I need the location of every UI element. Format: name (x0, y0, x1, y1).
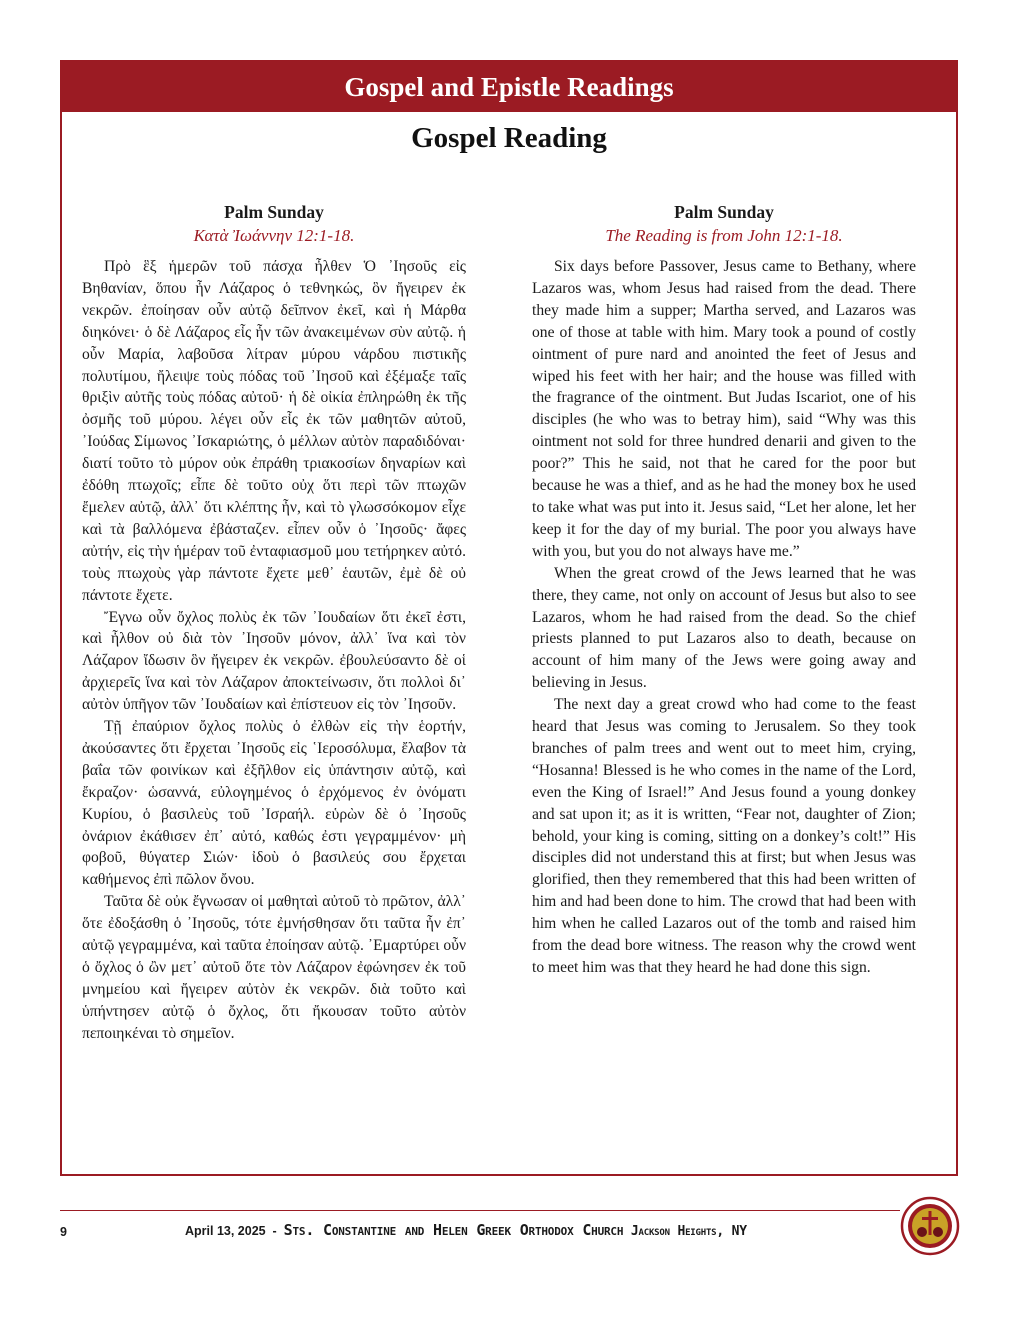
greek-column (82, 200, 466, 1045)
footer-date: April 13, 2025 (185, 1224, 266, 1238)
page-number: 9 (60, 1225, 67, 1239)
church-seal-icon (900, 1196, 960, 1256)
greek-paragraph: Πρὸ ἓξ ἡμερῶν τοῦ πάσχα ἦλθεν Ὁ ᾿Ιησοῦς εἰς Βηθανίαν, ὅπου ἦν Λάζαρος ὁ τεθνηκώς, ὃν ἤγειρεν ἐκ νεκρῶν. ἐποίησαν οὖν αὐτῷ δεῖπνον ἐκεῖ, καὶ ἡ Μάρθα διηκόνει· ὁ δὲ Λάζαρος εἷς ἦν τῶν ἀνακειμένων σὺν αὐτῷ. ἡ οὖν Μαρία, λαβοῦσα λίτραν μύρου νάρδου πιστικῆς πολυτίμου, ἤλειψε τοὺς πόδας τοῦ ᾿Ιησοῦ καὶ ἐξέμαξε ταῖς θριξὶν αὐτῆς τοὺς πόδας αὐτοῦ· ἡ δὲ οἰκία ἐπληρώθη ἐκ τῆς ὀσμῆς τοῦ μύρου. λέγει οὖν εἷς ἐκ τῶν μαθητῶν αὐτοῦ, ᾿Ιούδας Σίμωνος ᾿Ισκαριώτης, ὁ μέλλων αὐτὸν παραδιδόναι· διατί τοῦτο τὸ μύρον οὐκ ἐπράθη τριακοσίων δηναρίων καὶ ἐδόθη πτωχοῖς; εἶπε δὲ τοῦτο οὐχ ὅτι περὶ τῶν πτωχῶν ἔμελεν αὐτῷ, ἀλλ᾿ ὅτι κλέπτης ἦν, καὶ τὸ γλωσσόκομον εἶχε καὶ τὰ βαλλόμενα ἐβάσταζεν. εἶπεν οὖν ὁ ᾿Ιησοῦς· ἄφες αὐτήν, εἰς τὴν ἡμέραν τοῦ ἐνταφιασμοῦ μου τετήρηκεν αὐτό. τοὺς πτωχοὺς γὰρ πάντοτε ἔχετε μεθ᾿ ἑαυτῶν, ἐμὲ δὲ οὐ πάντοτε ἔχετε. (82, 258, 466, 604)
footer-text (185, 1221, 747, 1239)
english-paragraph: When the great crowd of the Jews learned that he was there, they came, not only on account of Jesus but also to see Lazaros, whom he had raised from the dead. So the chief priests planned to put Lazaros also to death, because on account of him many of the Jews were going away and believing in Jesus. (532, 564, 916, 692)
english-reading-reference: The Reading is from John 12:1-18. (605, 226, 843, 245)
greek-paragraph: Τῇ ἐπαύριον ὄχλος πολὺς ὁ ἐλθὼν εἰς τὴν ἑορτήν, ἀκούσαντες ὅτι ἔρχεται ᾿Ιησοῦς εἰς ῾Ιεροσόλυμα, ἔλαβον τὰ βαΐα τῶν φοινίκων καὶ ἐξῆλθον εἰς ὑπάντησιν αὐτῷ, καὶ ἔκραζον· ὡσαννά, εὐλογημένος ὁ ἐρχόμενος ἐν ὀνόματι Κυρίου, ὁ βασιλεὺς τοῦ ᾿Ισραήλ. εὑρὼν δὲ ὁ ᾿Ιησοῦς ὀνάριον ἐκάθισεν ἐπ᾿ αὐτό, καθώς ἐστι γεγραμμένον· μὴ φοβοῦ, θύγατερ Σιών· ἰδοὺ ὁ βασιλεύς σου ἔρχεται καθήμενος ἐπὶ πῶλον ὄνου. (82, 718, 466, 889)
readings-frame (60, 60, 958, 1176)
greek-reading-reference: Κατὰ Ἰωάννην 12:1-18. (193, 226, 355, 245)
english-paragraph: Six days before Passover, Jesus came to Bethany, where Lazaros was, whom Jesus had raised from the dead. There they made him a supper; Martha served, and Lazaros was one of those at table with him. Mary took a pound of costly ointment of pure nard and anointed the feet of Jesus and wiped his feet with her hair; and the house was filled with the fragrance of the ointment. But Judas Iscariot, one of his disciples (he who was to betray him), said “Why was this ointment not sold for three hundred denarii and given to the poor?” This he said, not that he cared for the poor but because he was a thief, and as he had the money box he used to take what was put into it. Jesus said, “Let her alone, let her keep it for the day of my burial. The poor you always have with you, but you do not always have me.” (532, 258, 916, 560)
greek-paragraph: Ἔγνω οὖν ὄχλος πολὺς ἐκ τῶν ᾿Ιουδαίων ὅτι ἐκεῖ ἐστι, καὶ ἦλθον οὐ διὰ τὸν ᾿Ιησοῦν μόνον, ἀλλ᾿ ἵνα καὶ τὸν Λάζαρον ἴδωσιν ὃν ἤγειρεν ἐκ νεκρῶν. ἐβουλεύσαντο δὲ οἱ ἀρχιερεῖς ἵνα καὶ τὸν Λάζαρον ἀποκτείνωσιν, ὅτι πολλοὶ δι᾿ αὐτὸν ὑπῆγον τῶν ᾿Ιουδαίων καὶ ἐπίστευον εἰς τὸν ᾿Ιησοῦν. (82, 608, 466, 714)
greek-reading-title: Palm Sunday (224, 202, 324, 222)
page-title: Gospel Reading (411, 122, 607, 154)
page-footer (60, 1221, 900, 1245)
footer-separator: - (265, 1224, 284, 1238)
english-paragraph: The next day a great crowd who had come to the feast heard that Jesus was coming to Jerusalem. So they took branches of palm trees and went out to meet him, crying, “Hosanna! Blessed is he who comes in the name of the Lord, even the King of Israel!” And Jesus found a young donkey and sat upon it; as it is written, “Fear not, daughter of Zion; behold, your king is coming, sitting on a donkey’s colt!” His disciples did not understand this at first; but when Jesus was glorified, then they remembered that this had been written of him and had been done to him. The crowd that had been with him when he called Lazaros out of the tomb and raised him from the dead bore witness. The reason why the crowd went to meet him was that they heard he had done this sign. (532, 696, 916, 976)
footer-location: Jackson Heights, NY (623, 1224, 747, 1239)
section-banner (62, 62, 956, 112)
footer-church-name: Sts. Constantine and Helen Greek Orthodox Church (283, 1221, 624, 1239)
english-column (532, 200, 916, 979)
banner-title: Gospel and Epistle Readings (344, 72, 674, 102)
greek-paragraph: Ταῦτα δὲ οὐκ ἔγνωσαν οἱ μαθηταὶ αὐτοῦ τὸ πρῶτον, ἀλλ᾿ ὅτε ἐδοξάσθη ὁ ᾿Ιησοῦς, τότε ἐμνήσθησαν ὅτι ταῦτα ἦν ἐπ᾿ αὐτῷ γεγραμμένα, καὶ ταῦτα ἐποίησαν αὐτῷ. ᾿Εμαρτύρει οὖν ὁ ὄχλος ὁ ὢν μετ᾿ αὐτοῦ ὅτε τὸν Λάζαρον ἐφώνησεν ἐκ τοῦ μνημείου καὶ ἤγειρεν αὐτὸν ἐκ νεκρῶν. διὰ τοῦτο καὶ ὑπήντησεν αὐτῷ ὁ ὄχλος, ὅτι ἤκουσαν τοῦτο αὐτὸν πεποιηκέναι τὸ σημεῖον. (82, 893, 466, 1042)
english-reading-title: Palm Sunday (674, 202, 774, 222)
footer-divider (60, 1210, 900, 1211)
